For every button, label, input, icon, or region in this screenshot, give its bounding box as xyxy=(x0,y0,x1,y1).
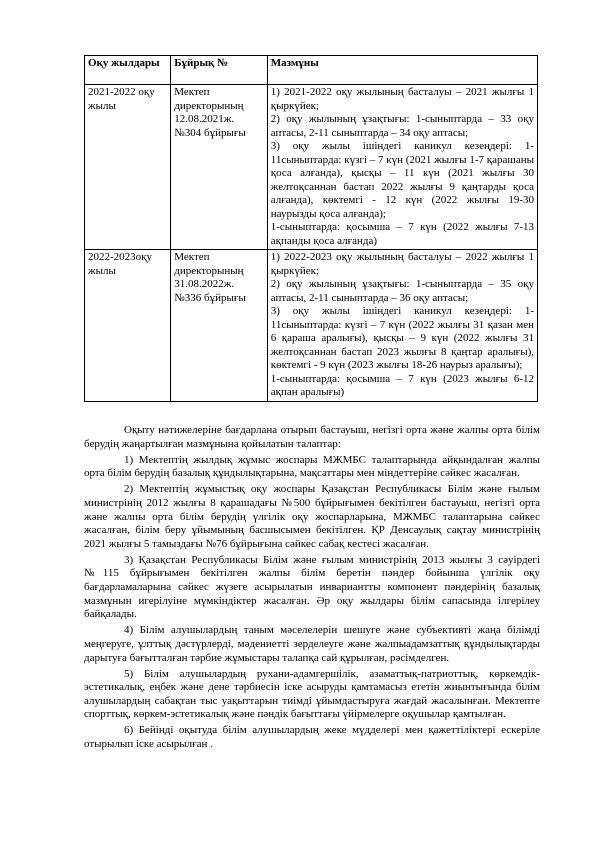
content-line: 1) 2021-2022 оқу жылының басталуы – 2021 жылғы 1 қыркүйек; xyxy=(270,86,534,112)
content-line: 3) оқу жылы ішіндегі каникул кезеңдері: 1-11сыныптарда: күзгі – 7 күн (2021 жылғы 1-7 қарашаны қоса алғанда), қысқы – 11 күн (2021 жылғы 30 желтоқсаннан бастап 2022 жылғы 9 қаңтарды қоса алғанда), көктемгі - 12 күн (2022 жылғы 19-30 наурызды қоса алғанда); xyxy=(270,140,534,220)
header-academic-years: Оқу жылдары xyxy=(85,56,171,85)
content-line: 1-сыныптарда: қосымша – 7 күн (2023 жылғы 6-12 ақпан аралығы) xyxy=(270,372,534,398)
paragraph-item-4: 4) Білім алушылардың таным мәселелерін шешуге және субъективті жаңа білімді меңгеруге, ұлттық дәстүрлерді, мәдениетті зерделеуге және жалпыадамзаттық құндылықтарды дарытуға бағытталған тәрбие жұмыстары талапқа сай құрылған, рәсімделген. xyxy=(84,624,540,664)
paragraph-item-1: 1) Мектептің жылдық жұмыс жоспары МЖМБС талаптарында айқындалған жалпы орта білім берудің базалық құндылықтарына, мақсаттары мен міндеттеріне сәйкес жасалған. xyxy=(84,453,540,480)
content-line: 1-сыныптарда: қосымша – 7 күн (2022 жылғы 7-13 ақпанды қоса алғанда) xyxy=(270,221,534,247)
header-content: Мазмұны xyxy=(267,56,537,85)
header-order-number: Бұйрық № xyxy=(171,56,268,85)
content-line: 2) оқу жылының ұзақтығы: 1-сыныптарда – 33 оқу аптасы, 2-11 сыныптарда – 34 оқу аптасы; xyxy=(270,113,534,139)
content-line: 3) оқу жылы ішіндегі каникул кезеңдері: 1-11сыныптарда: күзгі – 7 күн (2022 жылғы 31 қазан мен 6 қараша аралығы), қысқы – 9 күн (2022 жылғы 31 желтоқсаннан бастап 2023 жылғы 8 қаңтар аралығы), көктемгі - 9 күн (2023 жылғы 18-26 наурыз аралығы); xyxy=(270,305,534,371)
paragraph-item-2: 2) Мектептің жұмыстық оқу жоспары Қазақстан Республикасы Білім және ғылым министрінің 2012 жылғы 8 қарашадағы №500 бұйрығымен бекітілген бастауыш, негізгі орта және жалпы орта білім берудің үлгілік оқу жоспарларына, МЖМБС талаптарына сәйкес жасалған, білім беру ұйымының басшысымен бекітілген. ҚР Денсаулық сақтау министрінің 2021 жылғы 5 тамыздағы №76 бұйрығына сәйкес сабақ кестесі жасалған. xyxy=(84,483,540,550)
cell-order: Мектеп директорының 12.08.2021ж. №304 бұйрығы xyxy=(171,85,268,250)
cell-order: Мектеп директорының 31.08.2022ж. №336 бұйрығы xyxy=(171,250,268,402)
table-row xyxy=(85,85,538,250)
table-row xyxy=(85,250,538,402)
content-line: 1) 2022-2023 оқу жылының басталуы – 2022 жылғы 1 қыркүйек; xyxy=(270,251,534,277)
academic-year-orders-table xyxy=(84,55,538,402)
paragraph-item-6: 6) Бейінді оқытуда білім алушылардың жеке мүдделері мен қажеттіліктері ескеріле отырылып іске асырылған . xyxy=(84,724,540,751)
paragraph-intro: Оқыту нәтижелеріне бағдарлана отырып бастауыш, негізгі орта және жалпы орта білім берудің жаңартылған мазмұнына қойылатын талаптар: xyxy=(84,424,540,450)
paragraph-item-3: 3) Қазақстан Республикасы Білім және ғылым министрінің 2013 жылғы 3 сәуірдегі №115 бұйрығымен бекітілген жалпы білім беретін пәндер бойынша үлгілік оқу бағдарламаларына сәйкес жүзеге асырылатын инвариантты компонент пәндерінің базалық мазмұнын игерілуіне мүмкіндіктер жасалған. Әр оқу жылдары білім сапасында ілгерілеу байқалады. xyxy=(84,553,540,621)
cell-academic-year: 2021-2022 оқу жылы xyxy=(85,85,171,250)
cell-content xyxy=(267,85,537,250)
content-line: 2) оқу жылының ұзақтығы: 1-сыныптарда – 35 оқу аптасы, 2-11 сыныптарда – 36 оқу аптасы; xyxy=(270,278,534,304)
cell-academic-year: 2022-2023оқу жылы xyxy=(85,250,171,402)
body-text xyxy=(84,424,540,754)
cell-content xyxy=(267,250,537,402)
table-header-row xyxy=(85,56,538,85)
paragraph-item-5: 5) Білім алушылардың рухани-адамгершілік, азаматтық-патриоттық, көркемдік-эстетикалық, еңбек және дене тәрбиесін іске асыруды қамтамасыз ететін жиынтығында білім алушылардың сабақтан тыс уақыттарын тиімді ұйымдастыруға жағдай жасалынған. Мектепте спорттық, көркем-эстетикалық және пәндік бағыттағы үйірмелерге оқушылар қамтылған. xyxy=(84,667,540,721)
